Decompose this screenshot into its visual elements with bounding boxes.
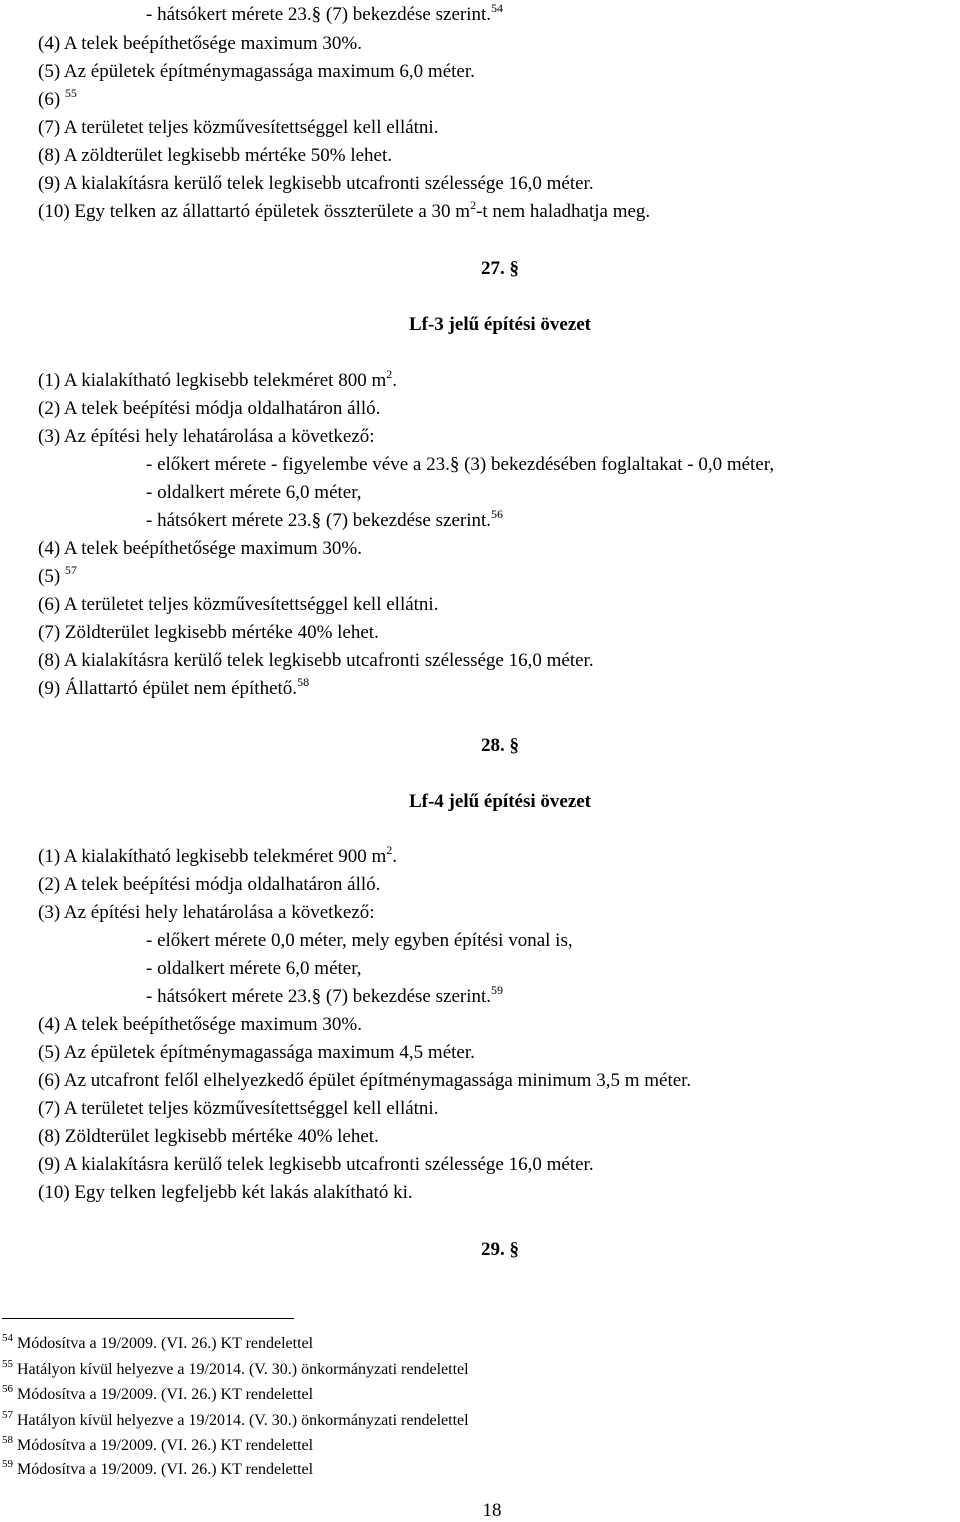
- footnote-55: $^{55}$ Hatályon kívül helyezve a 19/2014. (V. 30.) önkormányzati rendelettel: [2, 1358, 469, 1378]
- s28-line-7: (4) A telek beépíthetősége maximum 30%.: [38, 1014, 362, 1035]
- footnote-ref[interactable]: 54: [491, 1, 504, 15]
- footnote-separator: [2, 1318, 294, 1319]
- s27-line-4: - előkert mérete - figyelembe véve a 23.§ (3) bekezdésében foglaltakat - 0,0 méter,: [146, 454, 775, 475]
- section-28-number: 28. §: [481, 735, 519, 756]
- s28-line-12: (9) A kialakításra kerülő telek legkisebb utcafronti szélessége 16,0 méter.: [38, 1154, 594, 1175]
- s28-line-9: (6) Az utcafront felől elhelyezkedő épület építménymagassága minimum 3,5 m méter.: [38, 1070, 692, 1091]
- top-line-8: (10) Egy telken az állattartó épületek összterülete a 30 $m^2-t$ nem haladhatja meg.: [38, 198, 651, 222]
- top-line-4: (6) $^{55}$: [38, 86, 77, 110]
- s28-line-8: (5) Az épületek építménymagassága maximum 4,5 méter.: [38, 1042, 475, 1063]
- s28-line-11: (8) Zöldterület legkisebb mértéke 40% lehet.: [38, 1126, 379, 1147]
- section-28-title: Lf-4 jelű építési övezet: [408, 791, 592, 812]
- top-line-6: (8) A zöldterület legkisebb mértéke 50% lehet.: [38, 145, 393, 166]
- page-number: 18: [482, 1500, 502, 1521]
- s27-line-11: (8) A kialakításra kerülő telek legkisebb utcafronti szélessége 16,0 méter.: [38, 650, 594, 671]
- s28-line-2: (2) A telek beépítési módja oldalhatáron álló.: [38, 874, 381, 895]
- footnote-59: $^{59}$ Módosítva a 19/2009. (VI. 26.) KT rendelettel: [2, 1458, 314, 1478]
- footnote-ref[interactable]: 57: [64, 563, 77, 577]
- footnote-ref[interactable]: 56: [491, 507, 504, 521]
- top-line-1: - hátsókert mérete 23.§ (7) bekezdése szerint.$^{54}$: [146, 1, 504, 25]
- s27-line-9: (6) A területet teljes közművesítettséggel kell ellátni.: [38, 594, 439, 615]
- s27-line-7: (4) A telek beépíthetősége maximum 30%.: [38, 538, 362, 559]
- footnote-ref[interactable]: 59: [491, 983, 504, 997]
- top-line-7: (9) A kialakításra kerülő telek legkisebb utcafronti szélessége 16,0 méter.: [38, 173, 594, 194]
- s28-line-13: (10) Egy telken legfeljebb két lakás alakítható ki.: [38, 1182, 413, 1203]
- s28-line-3: (3) Az építési hely lehatárolása a következő:: [38, 902, 375, 923]
- s28-line-10: (7) A területet teljes közművesítettséggel kell ellátni.: [38, 1098, 439, 1119]
- section-29-number: 29. §: [481, 1239, 519, 1260]
- top-line-3: (5) Az épületek építménymagassága maximum 6,0 méter.: [38, 61, 475, 82]
- top-line-2: (4) A telek beépíthetősége maximum 30%.: [38, 33, 362, 54]
- s27-line-6: - hátsókert mérete 23.§ (7) bekezdése szerint.$^{56}$: [146, 507, 504, 531]
- s27-line-3: (3) Az építési hely lehatárolása a következő:: [38, 426, 375, 447]
- footnote-56: $^{56}$ Módosítva a 19/2009. (VI. 26.) KT rendelettel: [2, 1383, 314, 1403]
- s28-line-6: - hátsókert mérete 23.§ (7) bekezdése szerint.$^{59}$: [146, 983, 504, 1007]
- footnote-ref[interactable]: 55: [64, 86, 77, 100]
- section-27-title: Lf-3 jelű építési övezet: [408, 314, 592, 335]
- s28-line-4: - előkert mérete 0,0 méter, mely egyben építési vonal is,: [146, 930, 573, 951]
- s27-line-2: (2) A telek beépítési módja oldalhatáron álló.: [38, 398, 381, 419]
- footnote-ref[interactable]: 58: [297, 675, 310, 689]
- s28-line-1: (1) A kialakítható legkisebb telekméret 900 $m^2$.: [38, 843, 397, 867]
- footnote-57: $^{57}$ Hatályon kívül helyezve a 19/2014. (V. 30.) önkormányzati rendelettel: [2, 1409, 469, 1429]
- s27-line-1: (1) A kialakítható legkisebb telekméret 800 $m^2$.: [38, 367, 397, 391]
- top-line-5: (7) A területet teljes közművesítettséggel kell ellátni.: [38, 117, 439, 138]
- footnote-58: $^{58}$ Módosítva a 19/2009. (VI. 26.) KT rendelettel: [2, 1434, 314, 1454]
- s27-line-12: (9) Állattartó épület nem építhető.$^{58}$: [38, 675, 310, 699]
- footnote-54: $^{54}$ Módosítva a 19/2009. (VI. 26.) KT rendelettel: [2, 1332, 314, 1352]
- s27-line-8: (5) $^{57}$: [38, 563, 77, 587]
- section-27-number: 27. §: [481, 258, 519, 279]
- s28-line-5: - oldalkert mérete 6,0 méter,: [146, 958, 362, 979]
- s27-line-10: (7) Zöldterület legkisebb mértéke 40% lehet.: [38, 622, 379, 643]
- s27-line-5: - oldalkert mérete 6,0 méter,: [146, 482, 362, 503]
